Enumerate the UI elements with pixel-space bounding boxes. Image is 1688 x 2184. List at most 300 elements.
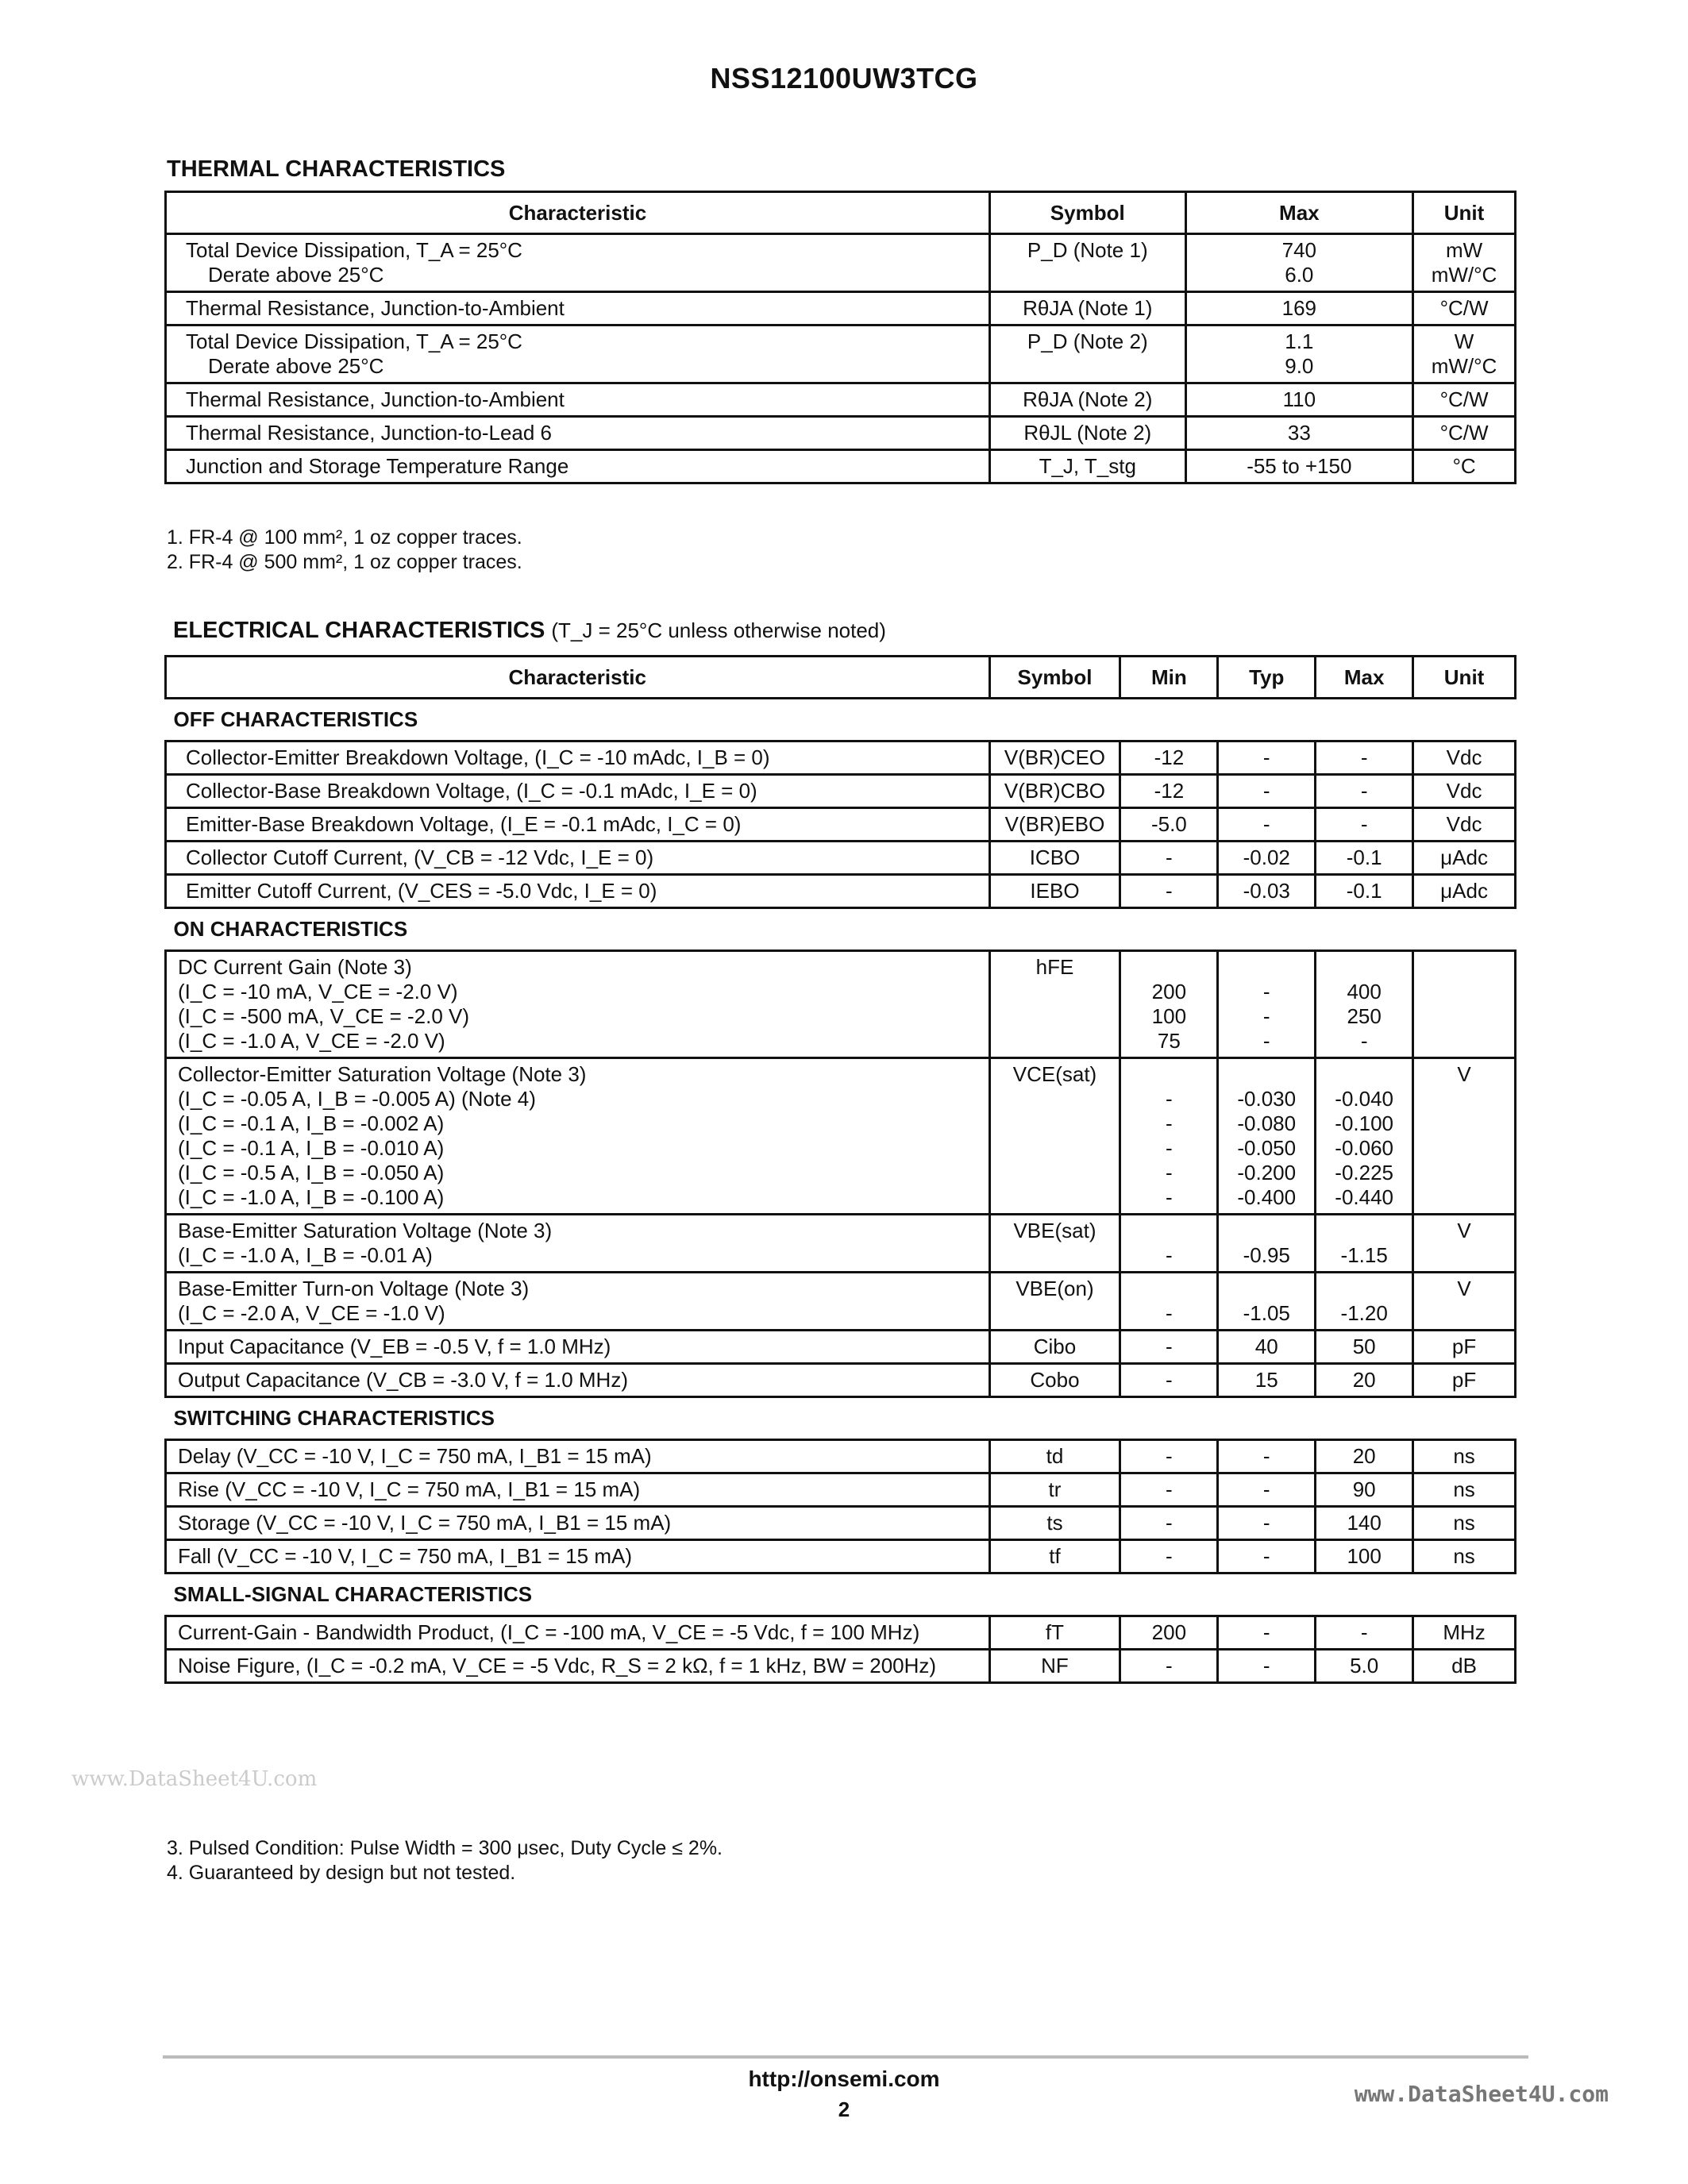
characteristic-text: Storage (V_CC = -10 V, I_C = 750 mA, I_B1 = 15 mA) — [178, 1511, 672, 1535]
group-row — [166, 699, 1516, 741]
spacer — [1227, 1219, 1306, 1243]
group-title: ON CHARACTERISTICS — [166, 908, 1516, 951]
max-value: -0.100 — [1335, 1111, 1394, 1135]
column-header: Max — [1185, 192, 1412, 234]
column-header: Symbol — [989, 657, 1120, 699]
unit-value: °C/W — [1439, 296, 1489, 320]
symbol-cell: tr — [989, 1473, 1120, 1507]
symbol-cell: RθJA (Note 2) — [989, 383, 1185, 417]
typ-value: - — [1262, 1004, 1270, 1028]
characteristic-text: Junction and Storage Temperature Range — [186, 454, 569, 478]
unit-cell: μAdc — [1413, 842, 1516, 875]
max-value: -0.225 — [1335, 1161, 1394, 1184]
max-cell — [1316, 951, 1413, 1058]
max-value: 90 — [1352, 1477, 1376, 1501]
min-value: - — [1166, 1087, 1173, 1111]
spacer — [1129, 1062, 1208, 1087]
group-title: SMALL-SIGNAL CHARACTERISTICS — [166, 1573, 1516, 1616]
characteristic-text: Thermal Resistance, Junction-to-Ambient — [186, 296, 565, 320]
max-cell — [1316, 875, 1413, 908]
characteristic-text: (I_C = -500 mA, V_CE = -2.0 V) — [178, 1004, 470, 1028]
max-cell — [1316, 1215, 1413, 1273]
table-row — [166, 292, 1516, 325]
characteristic-text: Derate above 25°C — [208, 263, 384, 287]
thermal-table — [164, 191, 1517, 484]
characteristic-text: Noise Figure, (I_C = -0.2 mA, V_CE = -5 Vdc, R_S = 2 kΩ, f = 1 kHz, BW = 200Hz) — [178, 1654, 937, 1677]
typ-value: -0.95 — [1243, 1243, 1290, 1267]
typ-cell — [1218, 1440, 1316, 1473]
max-cell — [1316, 842, 1413, 875]
spacer — [1324, 1062, 1404, 1087]
characteristic-text: (I_C = -0.1 A, I_B = -0.002 A) — [178, 1111, 445, 1135]
characteristic-text: Base-Emitter Turn-on Voltage (Note 3) — [178, 1277, 530, 1300]
symbol-cell: V(BR)CEO — [989, 741, 1120, 775]
characteristic-text: Input Capacitance (V_EB = -0.5 V, f = 1.0 MHz) — [178, 1335, 611, 1358]
watermark-right[interactable]: www.DataSheet4U.com — [1354, 2081, 1609, 2107]
symbol-cell: VBE(on) — [989, 1273, 1120, 1331]
min-value: 75 — [1157, 1029, 1181, 1053]
table-row — [166, 1273, 1516, 1331]
max-cell — [1316, 1540, 1413, 1573]
max-cell — [1316, 808, 1413, 842]
symbol-cell: NF — [989, 1650, 1120, 1683]
spacer — [1324, 955, 1404, 980]
characteristic-cell — [166, 808, 990, 842]
table-row — [166, 1650, 1516, 1683]
min-value: - — [1166, 1335, 1173, 1358]
max-cell — [1316, 1473, 1413, 1507]
table-row — [166, 1364, 1516, 1397]
typ-value: - — [1262, 812, 1270, 836]
column-header: Min — [1120, 657, 1218, 699]
unit-cell: Vdc — [1413, 775, 1516, 808]
typ-value: - — [1262, 745, 1270, 769]
typ-value: - — [1262, 1444, 1270, 1468]
column-header: Typ — [1218, 657, 1316, 699]
min-cell — [1120, 1473, 1218, 1507]
max-value: -0.1 — [1346, 879, 1382, 903]
table-row — [166, 1331, 1516, 1364]
characteristic-cell — [166, 417, 990, 450]
group-row — [166, 1573, 1516, 1616]
max-value: - — [1360, 1620, 1368, 1644]
table-row — [166, 775, 1516, 808]
table-row — [166, 1058, 1516, 1215]
min-cell — [1120, 1058, 1218, 1215]
typ-value: - — [1262, 980, 1270, 1003]
symbol-cell: ICBO — [989, 842, 1120, 875]
characteristic-text: Collector-Emitter Saturation Voltage (Note 3) — [178, 1062, 587, 1086]
characteristic-cell — [166, 1650, 990, 1683]
characteristic-text: Emitter Cutoff Current, (V_CES = -5.0 Vdc, I_E = 0) — [186, 879, 657, 903]
spacer — [1324, 1219, 1404, 1243]
symbol-cell: IEBO — [989, 875, 1120, 908]
characteristic-text: Delay (V_CC = -10 V, I_C = 750 mA, I_B1 = 15 mA) — [178, 1444, 652, 1468]
unit-value: mW/°C — [1431, 263, 1497, 287]
characteristic-text: Total Device Dissipation, T_A = 25°C — [186, 329, 522, 353]
max-value: 1.1 — [1285, 329, 1314, 353]
typ-value: - — [1262, 1511, 1270, 1535]
max-value: 20 — [1352, 1368, 1376, 1392]
column-header: Max — [1316, 657, 1413, 699]
typ-value: - — [1262, 1477, 1270, 1501]
max-cell — [1185, 450, 1412, 483]
typ-value: - — [1262, 1544, 1270, 1568]
spacer — [1324, 1277, 1404, 1301]
max-cell — [1185, 234, 1412, 292]
characteristic-cell — [166, 1440, 990, 1473]
typ-cell — [1218, 1058, 1316, 1215]
unit-cell: V — [1413, 1215, 1516, 1273]
min-value: - — [1166, 1654, 1173, 1677]
max-cell — [1316, 775, 1413, 808]
max-cell — [1316, 1058, 1413, 1215]
table-row — [166, 808, 1516, 842]
min-value: - — [1166, 1511, 1173, 1535]
max-cell — [1185, 292, 1412, 325]
symbol-cell: VBE(sat) — [989, 1215, 1120, 1273]
min-cell — [1120, 1215, 1218, 1273]
unit-cell — [1413, 292, 1516, 325]
electrical-section-title — [173, 618, 886, 644]
footnote: 4. Guaranteed by design but not tested. — [167, 1862, 516, 1884]
min-value: - — [1166, 1477, 1173, 1501]
max-value: 400 — [1347, 980, 1382, 1003]
unit-cell — [1413, 234, 1516, 292]
table-row — [166, 1616, 1516, 1650]
group-title: SWITCHING CHARACTERISTICS — [166, 1397, 1516, 1440]
typ-value: 15 — [1254, 1368, 1278, 1392]
characteristic-text: (I_C = -1.0 A, I_B = -0.01 A) — [178, 1243, 433, 1267]
min-cell — [1120, 875, 1218, 908]
characteristic-cell — [166, 741, 990, 775]
max-value: 740 — [1281, 238, 1317, 262]
table-row — [166, 1215, 1516, 1273]
max-cell — [1185, 383, 1412, 417]
symbol-cell: td — [989, 1440, 1120, 1473]
max-value: -1.15 — [1340, 1243, 1388, 1267]
min-cell — [1120, 1540, 1218, 1573]
max-value: - — [1360, 745, 1368, 769]
characteristic-cell — [166, 292, 990, 325]
min-value: - — [1166, 1243, 1173, 1267]
typ-value: -1.05 — [1243, 1301, 1290, 1325]
table-row — [166, 741, 1516, 775]
unit-cell: MHz — [1413, 1616, 1516, 1650]
typ-cell — [1218, 808, 1316, 842]
min-value: - — [1166, 1161, 1173, 1184]
characteristic-text: Thermal Resistance, Junction-to-Lead 6 — [186, 421, 553, 445]
typ-value: -0.02 — [1243, 845, 1290, 869]
max-value: 250 — [1347, 1004, 1382, 1028]
characteristic-text: Thermal Resistance, Junction-to-Ambient — [186, 387, 565, 411]
table-row — [166, 951, 1516, 1058]
unit-cell: V — [1413, 1058, 1516, 1215]
group-row — [166, 908, 1516, 951]
table-row — [166, 383, 1516, 417]
max-value: - — [1360, 1029, 1368, 1053]
characteristic-text: Derate above 25°C — [208, 354, 384, 378]
unit-value: W — [1454, 329, 1474, 353]
symbol-cell: V(BR)CBO — [989, 775, 1120, 808]
max-cell — [1316, 1650, 1413, 1683]
thermal-footnotes — [167, 526, 522, 575]
max-value: - — [1360, 812, 1368, 836]
characteristic-text: Rise (V_CC = -10 V, I_C = 750 mA, I_B1 = 15 mA) — [178, 1477, 641, 1501]
electrical-table — [164, 655, 1517, 1684]
unit-value: °C/W — [1439, 421, 1489, 445]
page-title: NSS12100UW3TCG — [710, 62, 978, 94]
max-value: 6.0 — [1285, 263, 1314, 287]
typ-cell — [1218, 1473, 1316, 1507]
symbol-cell: P_D (Note 2) — [989, 325, 1185, 383]
typ-value: - — [1262, 1029, 1270, 1053]
characteristic-text: Base-Emitter Saturation Voltage (Note 3) — [178, 1219, 553, 1242]
max-cell — [1316, 1440, 1413, 1473]
unit-value: °C/W — [1439, 387, 1489, 411]
min-value: - — [1166, 1301, 1173, 1325]
max-cell — [1185, 325, 1412, 383]
typ-cell — [1218, 1364, 1316, 1397]
unit-cell: pF — [1413, 1364, 1516, 1397]
min-value: - — [1166, 879, 1173, 903]
characteristic-cell — [166, 383, 990, 417]
footnote: 3. Pulsed Condition: Pulse Width = 300 μsec, Duty Cycle ≤ 2%. — [167, 1837, 723, 1859]
characteristic-cell — [166, 842, 990, 875]
characteristic-cell — [166, 1473, 990, 1507]
characteristic-text: (I_C = -1.0 A, I_B = -0.100 A) — [178, 1185, 445, 1209]
max-value: -0.040 — [1335, 1087, 1394, 1111]
characteristic-text: (I_C = -0.05 A, I_B = -0.005 A) (Note 4) — [178, 1087, 536, 1111]
max-value: 100 — [1347, 1544, 1382, 1568]
unit-value: °C — [1452, 454, 1476, 478]
max-value: -55 to +150 — [1247, 454, 1352, 478]
symbol-cell: V(BR)EBO — [989, 808, 1120, 842]
unit-cell — [1413, 417, 1516, 450]
column-header: Characteristic — [166, 657, 990, 699]
max-value: -0.1 — [1346, 845, 1382, 869]
typ-value: - — [1262, 1654, 1270, 1677]
max-cell — [1316, 1616, 1413, 1650]
min-cell — [1120, 1650, 1218, 1683]
characteristic-text: (I_C = -10 mA, V_CE = -2.0 V) — [178, 980, 458, 1003]
max-value: 20 — [1352, 1444, 1376, 1468]
typ-cell — [1218, 1540, 1316, 1573]
spacer — [1129, 955, 1208, 980]
characteristic-text: DC Current Gain (Note 3) — [178, 955, 412, 979]
spacer — [1227, 1062, 1306, 1087]
footnote: 2. FR-4 @ 500 mm², 1 oz copper traces. — [167, 551, 522, 573]
spacer — [1227, 955, 1306, 980]
characteristic-text: (I_C = -0.5 A, I_B = -0.050 A) — [178, 1161, 445, 1184]
symbol-cell: Cibo — [989, 1331, 1120, 1364]
typ-cell — [1218, 1215, 1316, 1273]
max-value: 9.0 — [1285, 354, 1314, 378]
typ-value: - — [1262, 779, 1270, 803]
min-value: - — [1166, 845, 1173, 869]
characteristic-cell — [166, 1215, 990, 1273]
electrical-footnotes — [167, 1836, 723, 1885]
max-value: 140 — [1347, 1511, 1382, 1535]
table-row — [166, 417, 1516, 450]
typ-cell — [1218, 1273, 1316, 1331]
typ-cell — [1218, 951, 1316, 1058]
characteristic-cell — [166, 1507, 990, 1540]
min-value: -12 — [1154, 745, 1185, 769]
spacer — [1227, 1277, 1306, 1301]
unit-cell: μAdc — [1413, 875, 1516, 908]
column-header: Unit — [1413, 192, 1516, 234]
table-row — [166, 1540, 1516, 1573]
min-cell — [1120, 1616, 1218, 1650]
unit-value: mW/°C — [1431, 354, 1497, 378]
characteristic-text: Total Device Dissipation, T_A = 25°C — [186, 238, 522, 262]
unit-cell: Vdc — [1413, 808, 1516, 842]
unit-cell: pF — [1413, 1331, 1516, 1364]
page-number: 2 — [838, 2097, 850, 2121]
characteristic-text: Collector-Base Breakdown Voltage, (I_C = -0.1 mAdc, I_E = 0) — [186, 779, 757, 803]
typ-value: -0.200 — [1237, 1161, 1297, 1184]
watermark-left: www.DataSheet4U.com — [71, 1767, 318, 1791]
characteristic-text: Collector-Emitter Breakdown Voltage, (I_C = -10 mAdc, I_B = 0) — [186, 745, 770, 769]
electrical-title: ELECTRICAL CHARACTERISTICS — [173, 618, 545, 643]
spacer — [1129, 1219, 1208, 1243]
min-cell — [1120, 1440, 1218, 1473]
max-value: 169 — [1281, 296, 1317, 320]
typ-cell — [1218, 1331, 1316, 1364]
characteristic-cell — [166, 325, 990, 383]
max-value: -0.440 — [1335, 1185, 1394, 1209]
min-cell — [1120, 1273, 1218, 1331]
spacer — [1129, 1277, 1208, 1301]
characteristic-cell — [166, 1273, 990, 1331]
symbol-cell: Cobo — [989, 1364, 1120, 1397]
unit-cell: Vdc — [1413, 741, 1516, 775]
typ-cell — [1218, 1616, 1316, 1650]
symbol-cell: fT — [989, 1616, 1120, 1650]
typ-cell — [1218, 875, 1316, 908]
unit-value: mW — [1445, 238, 1483, 262]
typ-cell — [1218, 842, 1316, 875]
unit-cell: ns — [1413, 1507, 1516, 1540]
min-value: 100 — [1151, 1004, 1187, 1028]
typ-cell — [1218, 1650, 1316, 1683]
max-cell — [1316, 1507, 1413, 1540]
typ-value: -0.03 — [1243, 879, 1290, 903]
typ-cell — [1218, 775, 1316, 808]
characteristic-cell — [166, 234, 990, 292]
footnote: 1. FR-4 @ 100 mm², 1 oz copper traces. — [167, 526, 522, 549]
typ-value: 40 — [1254, 1335, 1278, 1358]
typ-cell — [1218, 1507, 1316, 1540]
min-value: - — [1166, 1368, 1173, 1392]
unit-cell — [1413, 450, 1516, 483]
typ-value: -0.030 — [1237, 1087, 1297, 1111]
characteristic-cell — [166, 1058, 990, 1215]
characteristic-text: Fall (V_CC = -10 V, I_C = 750 mA, I_B1 = 15 mA) — [178, 1544, 633, 1568]
characteristic-cell — [166, 450, 990, 483]
min-value: - — [1166, 1136, 1173, 1160]
footer-url[interactable]: http://onsemi.com — [748, 2067, 940, 2091]
min-cell — [1120, 951, 1218, 1058]
symbol-cell: hFE — [989, 951, 1120, 1058]
table-row — [166, 234, 1516, 292]
characteristic-text: Emitter-Base Breakdown Voltage, (I_E = -0.1 mAdc, I_C = 0) — [186, 812, 742, 836]
unit-cell: ns — [1413, 1540, 1516, 1573]
typ-value: -0.080 — [1237, 1111, 1297, 1135]
symbol-cell: P_D (Note 1) — [989, 234, 1185, 292]
min-cell — [1120, 1331, 1218, 1364]
min-cell — [1120, 842, 1218, 875]
column-header: Unit — [1413, 657, 1516, 699]
footer-divider — [163, 2055, 1528, 2059]
min-value: 200 — [1151, 1620, 1187, 1644]
symbol-cell: VCE(sat) — [989, 1058, 1120, 1215]
characteristic-cell — [166, 775, 990, 808]
min-value: - — [1166, 1444, 1173, 1468]
characteristic-text: Output Capacitance (V_CB = -3.0 V, f = 1.0 MHz) — [178, 1368, 628, 1392]
column-header: Symbol — [989, 192, 1185, 234]
min-cell — [1120, 1364, 1218, 1397]
max-cell — [1316, 1331, 1413, 1364]
table-row — [166, 875, 1516, 908]
characteristic-cell — [166, 1616, 990, 1650]
column-header: Characteristic — [166, 192, 990, 234]
min-value: -5.0 — [1150, 812, 1187, 836]
group-row — [166, 1397, 1516, 1440]
symbol-cell: T_J, T_stg — [989, 450, 1185, 483]
unit-cell — [1413, 325, 1516, 383]
characteristic-text: (I_C = -2.0 A, V_CE = -1.0 V) — [178, 1301, 445, 1325]
unit-cell — [1413, 383, 1516, 417]
max-value: 50 — [1352, 1335, 1376, 1358]
typ-value: -0.400 — [1237, 1185, 1297, 1209]
max-cell — [1316, 1364, 1413, 1397]
min-cell — [1120, 808, 1218, 842]
max-value: 5.0 — [1350, 1654, 1379, 1677]
typ-cell — [1218, 741, 1316, 775]
unit-cell — [1413, 951, 1516, 1058]
symbol-cell: ts — [989, 1507, 1120, 1540]
characteristic-cell — [166, 1331, 990, 1364]
table-row — [166, 1473, 1516, 1507]
table-row — [166, 1440, 1516, 1473]
typ-value: -0.050 — [1237, 1136, 1297, 1160]
unit-cell: ns — [1413, 1440, 1516, 1473]
max-cell — [1316, 741, 1413, 775]
min-value: - — [1166, 1111, 1173, 1135]
table-row — [166, 842, 1516, 875]
max-value: 33 — [1287, 421, 1311, 445]
unit-cell: V — [1413, 1273, 1516, 1331]
symbol-cell: tf — [989, 1540, 1120, 1573]
symbol-cell: RθJA (Note 1) — [989, 292, 1185, 325]
group-title: OFF CHARACTERISTICS — [166, 699, 1516, 741]
thermal-section-title: THERMAL CHARACTERISTICS — [167, 156, 506, 182]
characteristic-cell — [166, 951, 990, 1058]
min-cell — [1120, 741, 1218, 775]
characteristic-text: (I_C = -1.0 A, V_CE = -2.0 V) — [178, 1029, 445, 1053]
unit-cell: ns — [1413, 1473, 1516, 1507]
max-value: -1.20 — [1340, 1301, 1388, 1325]
min-value: - — [1166, 1544, 1173, 1568]
characteristic-text: Collector Cutoff Current, (V_CB = -12 Vdc, I_E = 0) — [186, 845, 654, 869]
typ-value: - — [1262, 1620, 1270, 1644]
max-value: -0.060 — [1335, 1136, 1394, 1160]
characteristic-cell — [166, 875, 990, 908]
characteristic-text: Current-Gain - Bandwidth Product, (I_C = -100 mA, V_CE = -5 Vdc, f = 100 MHz) — [178, 1620, 920, 1644]
min-cell — [1120, 775, 1218, 808]
